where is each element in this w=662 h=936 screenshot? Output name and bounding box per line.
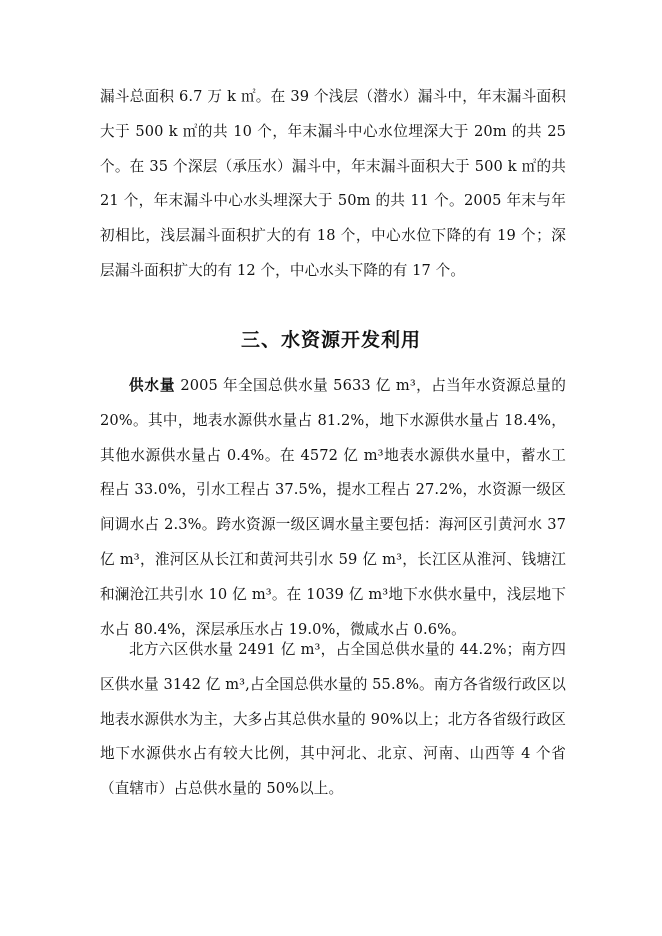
water-supply-lead-term: 供水量 (129, 377, 176, 394)
water-supply-paragraph (100, 369, 566, 647)
water-supply-body: 2005 年全国总供水量 5633 亿 m³，占当年水资源总量的 20%。其中，地表水源供水量占 81.2%，地下水源供水量占 18.4%，其他水源供水量占 0.4%。在 4572 亿 m³地表水源供水量中，蓄水工程占 33.0%，引水工程占 37.5%，提水工程占 27.2%，水资源一级区间调水占 2.3%。跨水资源一级区调水量主要包括：海河区引黄河水 37 亿 m³，淮河区从长江和黄河共引水 59 亿 m³，长江区从淮河、钱塘江和澜沧江共引水 10 亿 m³。在 1039 亿 m³地下水供水量中，浅层地下水占 80.4%，深层承压水占 19.0%，微咸水占 0.6%。 (100, 377, 566, 638)
groundwater-funnel-paragraph: 漏斗总面积 6.7 万 k ㎡。在 39 个浅层（潜水）漏斗中，年末漏斗面积大于 500 k ㎡的共 10 个，年末漏斗中心水位埋深大于 20m 的共 25 个。在 35 个深层（承压水）漏斗中，年末漏斗面积大于 500 k ㎡的共 21 个，年末漏斗中心水头埋深大于 50m 的共 11 个。2005 年末与年初相比，浅层漏斗面积扩大的有 18 个，中心水位下降的有 19 个；深层漏斗面积扩大的有 12 个，中心水头下降的有 17 个。 (100, 88, 566, 279)
regional-supply-paragraph: 北方六区供水量 2491 亿 m³，占全国总供水量的 44.2%；南方四区供水量 3142 亿 m³,占全国总供水量的 55.8%。南方各省级行政区以地表水源供水为主，大多占其总供水量的 90%以上；北方各省级行政区地下水源供水占有较大比例，其中河北、北京、河南、山西等 4 个省（直辖市）占总供水量的 50%以上。 (100, 641, 566, 798)
section-heading: 三、水资源开发利用 (240, 329, 421, 351)
